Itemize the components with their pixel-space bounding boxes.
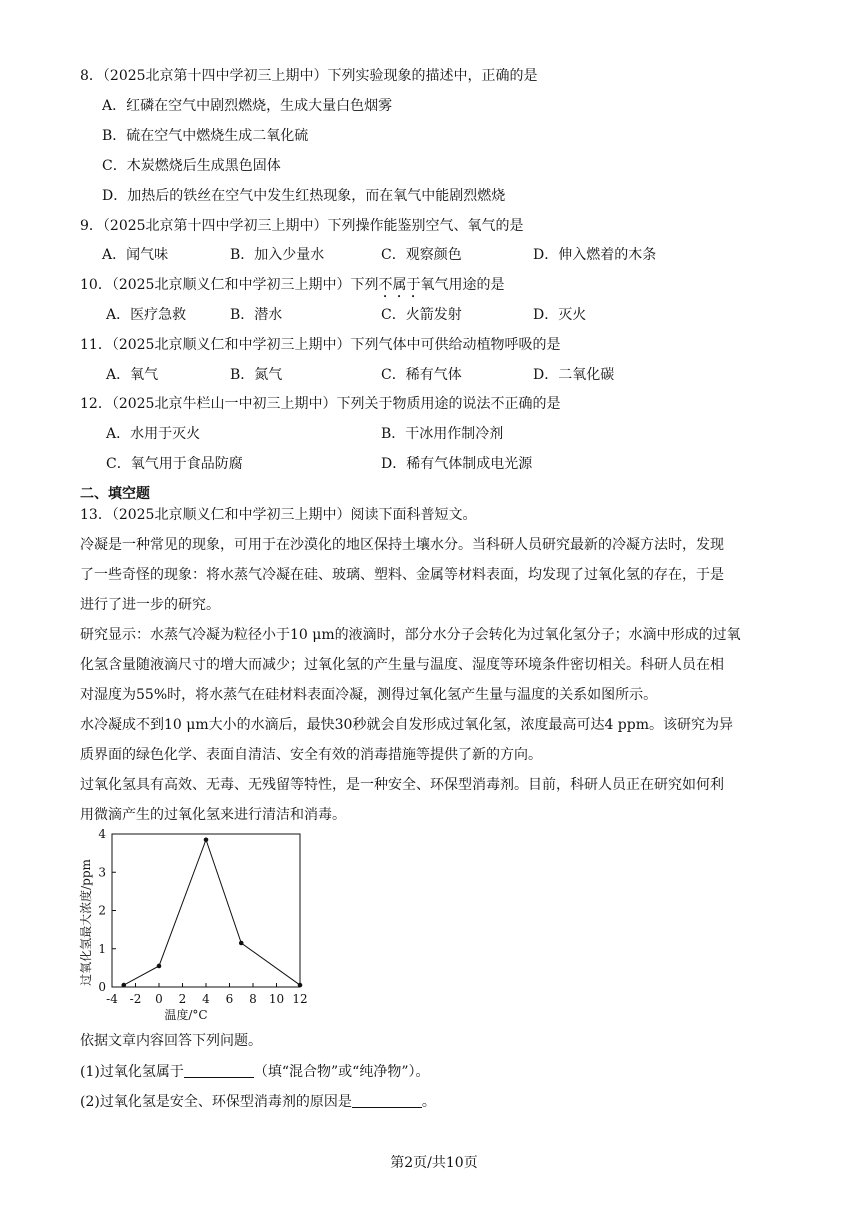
q8-option-a[interactable]: A．红磷在空气中剧烈燃烧，生成大量白色烟雾 bbox=[102, 98, 393, 114]
q13-paragraph-line: 冷凝是一种常见的现象，可用于在沙漠化的地区保持土壤水分。当科研人员研究最新的冷凝方法时，发现 bbox=[80, 537, 724, 553]
x-tick-label: 4 bbox=[202, 992, 210, 1006]
q13-sub2-end: 。 bbox=[421, 1094, 436, 1110]
q13-paragraph-line: 质界面的绿色化学、表面自清洁、安全有效的消毒措施等提供了新的方向。 bbox=[80, 747, 542, 763]
y-tick-label: 1 bbox=[98, 941, 106, 956]
y-tick-label: 4 bbox=[98, 827, 106, 841]
data-point bbox=[157, 964, 162, 969]
q9-option-c[interactable]: C．观察颜色 bbox=[381, 247, 462, 263]
q13-sub2 bbox=[80, 1092, 436, 1112]
q10-stem-part2: 氧气用途的是 bbox=[420, 277, 505, 293]
q11-option-d[interactable]: D．二氧化碳 bbox=[533, 367, 615, 383]
q8-option-b[interactable]: B．硫在空气中燃烧生成二氧化硫 bbox=[102, 128, 309, 144]
q9-option-b[interactable]: B．加入少量水 bbox=[230, 247, 325, 263]
q13-sub1-hint: （填“混合物”或“纯净物”）。 bbox=[253, 1064, 430, 1080]
section-title: 二、填空题 bbox=[80, 486, 150, 502]
y-tick-label: 0 bbox=[98, 980, 106, 994]
q11-option-c[interactable]: C．稀有气体 bbox=[381, 367, 462, 383]
data-point bbox=[298, 983, 303, 988]
q13-paragraph-line: 进行了进一步的研究。 bbox=[80, 597, 220, 613]
data-point bbox=[121, 983, 126, 988]
q13-instruction: 依据文章内容回答下列问题。 bbox=[80, 1033, 262, 1049]
y-tick-label: 3 bbox=[98, 865, 106, 880]
y-tick-label: 2 bbox=[98, 903, 106, 918]
q13-paragraph-line: 化氢含量随液滴尺寸的增大而减少；过氧化氢的产生量与温度、湿度等环境条件密切相关。科研人员在相 bbox=[80, 657, 724, 673]
x-tick-label: 12 bbox=[292, 992, 308, 1006]
data-point bbox=[239, 941, 244, 946]
q13-sub2-text: (2)过氧化氢是安全、环保型消毒剂的原因是 bbox=[80, 1094, 352, 1110]
q11-stem: 11．（2025北京顺义仁和中学初三上期中）下列气体中可供给动植物呼吸的是 bbox=[80, 337, 561, 353]
q13-stem: 13．（2025北京顺义仁和中学初三上期中）阅读下面科普短文。 bbox=[80, 507, 477, 523]
q9-option-a[interactable]: A．闻气味 bbox=[102, 247, 169, 263]
page-number: 第2页/共10页 bbox=[390, 1155, 478, 1171]
x-tick-label: 8 bbox=[249, 992, 257, 1006]
x-tick-label: 6 bbox=[225, 992, 234, 1006]
q13-paragraph-line: 过氧化氢具有高效、无毒、无残留等特性，是一种安全、环保型消毒剂。目前，科研人员正在研究如何利 bbox=[80, 777, 724, 793]
q13-paragraph-line: 水冷凝成不到10 μm大小的水滴后，最快30秒就会自发形成过氧化氢，浓度最高可达4 ppm。该研究为异 bbox=[80, 717, 734, 733]
x-tick-label: 2 bbox=[178, 992, 187, 1006]
x-tick-label: -2 bbox=[129, 992, 142, 1006]
y-axis-label: 过氧化氢最大浓度/ppm bbox=[79, 859, 93, 986]
data-point bbox=[204, 837, 209, 842]
q10-stem-part1: 10．（2025北京顺义仁和中学初三上期中）下列 bbox=[80, 277, 379, 293]
q12-option-d[interactable]: D．稀有气体制成电光源 bbox=[381, 456, 533, 472]
q8-stem: 8．（2025北京第十四中学初三上期中）下列实验现象的描述中，正确的是 bbox=[80, 68, 538, 84]
concentration-temperature-chart bbox=[76, 825, 316, 1030]
series-line bbox=[124, 840, 300, 985]
q8-option-d[interactable]: D．加热后的铁丝在空气中发生红热现象，而在氧气中能剧烈燃烧 bbox=[102, 188, 506, 204]
plot-frame bbox=[112, 834, 300, 987]
q10-option-c[interactable]: C．火箭发射 bbox=[381, 307, 462, 323]
q10-option-a[interactable]: A．医疗急救 bbox=[106, 307, 187, 323]
q12-stem: 12．（2025北京牛栏山一中初三上期中）下列关于物质用途的说法不正确的是 bbox=[80, 396, 561, 412]
q13-paragraph-line: 用微滴产生的过氧化氢来进行清洁和消毒。 bbox=[80, 807, 346, 823]
q10-option-b[interactable]: B．潜水 bbox=[230, 307, 283, 323]
x-tick-label: 0 bbox=[155, 992, 163, 1006]
q12-option-c[interactable]: C．氧气用于食品防腐 bbox=[106, 456, 243, 472]
q10-stem bbox=[80, 275, 504, 301]
q13-paragraph-line: 了一些奇怪的现象：将水蒸气冷凝在硅、玻璃、塑料、金属等材料表面，均发现了过氧化氢的存在，于是 bbox=[80, 567, 724, 583]
q12-option-a[interactable]: A．水用于灭火 bbox=[106, 426, 201, 442]
x-axis-label: 温度/°C bbox=[164, 1008, 208, 1022]
q9-option-d[interactable]: D．伸入燃着的木条 bbox=[533, 247, 657, 263]
q8-option-c[interactable]: C．木炭燃烧后生成黑色固体 bbox=[102, 158, 281, 174]
q11-option-b[interactable]: B．氮气 bbox=[230, 367, 283, 383]
q13-paragraph-line: 研究显示：水蒸气冷凝为粒径小于10 μm的液滴时，部分水分子会转化为过氧化氢分子；水滴中形成的过氧 bbox=[80, 627, 741, 643]
q10-stem-emphasis: 不属于 bbox=[378, 277, 421, 293]
x-tick-label: -4 bbox=[106, 992, 118, 1006]
q13-paragraph-line: 对湿度为55%时，将水蒸气在硅材料表面冷凝，测得过氧化氢产生量与温度的关系如图所示。 bbox=[80, 687, 658, 703]
q10-option-d[interactable]: D．灭火 bbox=[533, 307, 587, 323]
q9-stem: 9．（2025北京第十四中学初三上期中）下列操作能鉴别空气、氧气的是 bbox=[80, 218, 524, 234]
q13-sub1 bbox=[80, 1062, 429, 1082]
answer-blank-2[interactable] bbox=[352, 1093, 422, 1108]
answer-blank-1[interactable] bbox=[184, 1063, 254, 1078]
q13-sub1-text: (1)过氧化氢属于 bbox=[80, 1064, 184, 1080]
q12-option-b[interactable]: B．干冰用作制冷剂 bbox=[381, 426, 504, 442]
q11-option-a[interactable]: A．氧气 bbox=[106, 367, 159, 383]
x-tick-label: 10 bbox=[268, 992, 285, 1006]
